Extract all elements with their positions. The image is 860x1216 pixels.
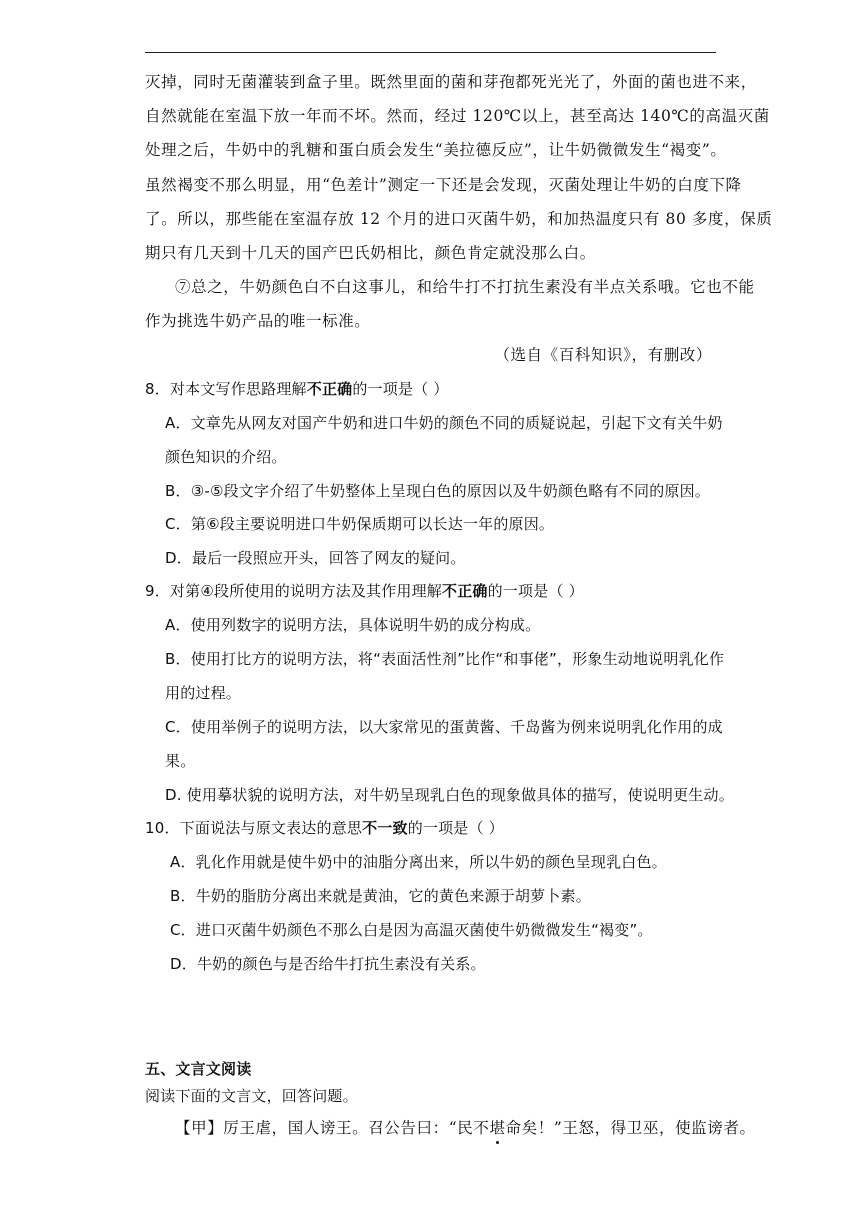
question-9-option-b-cont: 用的过程。: [165, 684, 242, 702]
question-9-option-c-cont: 果。: [165, 752, 196, 770]
question-text: 的一项是（ ）: [407, 819, 504, 837]
header-rule: [145, 52, 716, 53]
question-9-option-b: B．使用打比方的说明方法，将“表面活性剂”比作“和事佬”，形象生动地说明乳化作: [165, 650, 725, 668]
question-10-option-a: A．乳化作用就是使牛奶中的油脂分离出来，所以牛奶的颜色呈现乳白色。: [170, 853, 667, 871]
source-citation: （选自《百科知识》，有删改）: [494, 346, 712, 364]
passage-paragraph-7: ⑦总之，牛奶颜色白不白这事儿，和给牛打不打抗生素没有半点关系哦。它也不能: [175, 278, 755, 296]
question-8-option-c: C．第⑥段主要说明进口牛奶保质期可以长达一年的原因。: [165, 515, 555, 533]
question-8-stem: [145, 378, 449, 400]
emphasis-text: 不一致: [362, 819, 408, 837]
question-10-option-c: C．进口灭菌牛奶颜色不那么白是因为高温灭菌使牛奶微微发生“褐变”。: [170, 921, 653, 939]
passage-line: 自然就能在室温下放一年而不坏。然而，经过 120℃以上，甚至高达 140℃的高温灭菌: [145, 107, 770, 125]
question-text: 的一项是（ ）: [352, 380, 449, 398]
emphasis-text: 不正确: [306, 380, 353, 398]
question-text: 8．对本文写作思路理解: [145, 380, 307, 398]
section-instruction: 阅读下面的文言文，回答问题。: [145, 1087, 358, 1105]
question-8-option-a-cont: 颜色知识的介绍。: [165, 448, 287, 466]
question-10-option-d: D．牛奶的颜色与是否给牛打抗生素没有关系。: [170, 955, 486, 973]
classical-text-jia: [175, 1117, 756, 1139]
question-9-option-c: C．使用举例子的说明方法，以大家常见的蛋黄酱、千岛酱为例来说明乳化作用的成: [165, 718, 723, 736]
question-9-option-d: D. 使用摹状貌的说明方法，对牛奶呈现乳白色的现象做具体的描写，使说明更生动。: [165, 786, 734, 804]
dotted-character: 堪: [489, 1119, 506, 1137]
question-8-option-b: B．③-⑤段文字介绍了牛奶整体上呈现白色的原因以及牛奶颜色略有不同的原因。: [165, 482, 711, 500]
passage-line: 作为挑选牛奶产品的唯一标准。: [145, 312, 371, 330]
question-text: 的一项是（ ）: [487, 582, 584, 600]
question-9-stem: [145, 580, 584, 602]
question-8-option-d: D．最后一段照应开头，回答了网友的疑问。: [165, 549, 466, 567]
question-text: 10．下面说法与原文表达的意思: [145, 819, 363, 837]
classical-text: 【甲】厉王虐，国人谤王。召公告曰：“民不: [175, 1119, 490, 1137]
question-10-option-b: B．牛奶的脂肪分离出来就是黄油，它的黄色来源于胡萝卜素。: [170, 887, 591, 905]
section-heading: 五、文言文阅读: [145, 1060, 252, 1078]
passage-line: 虽然褐变不那么明显，用“色差计”测定一下还是会发现，灭菌处理让牛奶的白度下降: [145, 176, 742, 194]
question-8-option-a: A．文章先从网友对国产牛奶和进口牛奶的颜色不同的质疑说起，引起下文有关牛奶: [165, 414, 723, 432]
emphasis-text: 不正确: [442, 582, 488, 600]
passage-line: 了。所以，那些能在室温存放 12 个月的进口灭菌牛奶，和加热温度只有 80 多度，保质: [145, 210, 773, 228]
question-9-option-a: A．使用列数字的说明方法，具体说明牛奶的成分构成。: [165, 616, 541, 634]
passage-line: 灭掉，同时无菌灌装到盒子里。既然里面的菌和芽孢都死光光了，外面的菌也进不来，: [145, 73, 757, 91]
passage-line: 处理之后，牛奶中的乳糖和蛋白质会发生“美拉德反应”，让牛奶微微发生“褐变”。: [145, 141, 727, 159]
question-text: 9．对第④段所使用的说明方法及其作用理解: [145, 582, 442, 600]
question-10-stem: [145, 817, 504, 839]
passage-line: 期只有几天到十几天的国产巴氏奶相比，颜色肯定就没那么白。: [145, 244, 596, 262]
classical-text: 命矣！”王怒，得卫巫，使监谤者。: [505, 1119, 756, 1137]
